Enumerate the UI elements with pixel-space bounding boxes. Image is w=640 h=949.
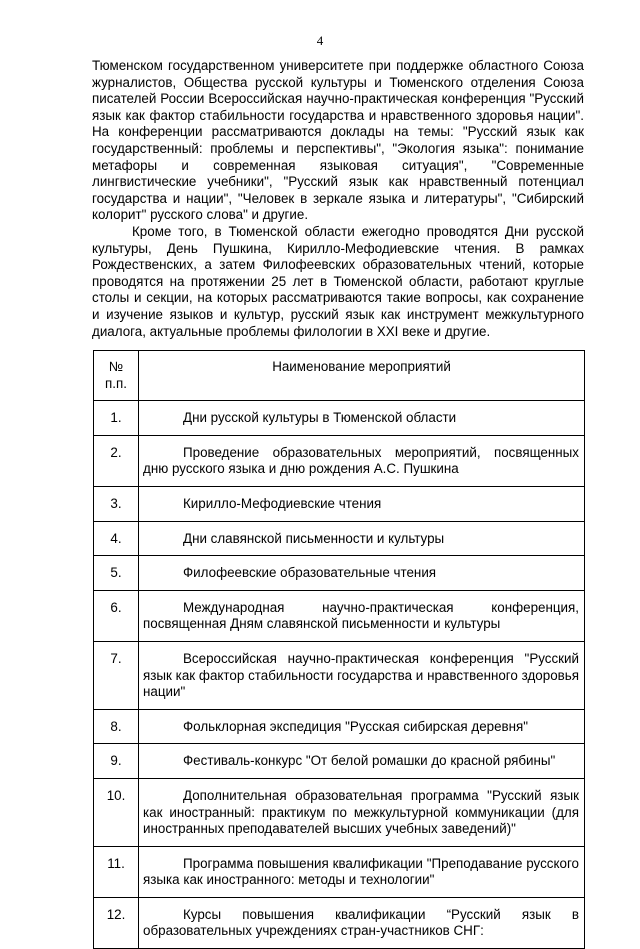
table-row (94, 709, 585, 744)
row-name (139, 897, 585, 948)
row-number: 6. (94, 590, 139, 641)
table-header-row (94, 351, 585, 401)
row-name (139, 846, 585, 897)
row-name (139, 435, 585, 486)
table-row (94, 897, 585, 948)
row-number: 1. (94, 401, 139, 436)
table-row (94, 778, 585, 846)
row-name-text: Программа повышения квалификации "Преподавание русского языка как иностранного: методы и технологии" (143, 855, 579, 888)
row-name-text: Дополнительная образовательная программа "Русский язык как иностранный: практикум по межкультурной коммуникации (для иностранных преподавателей высших учебных заведений)" (143, 787, 579, 837)
row-number: 7. (94, 641, 139, 709)
table-row (94, 641, 585, 709)
row-name (139, 709, 585, 744)
row-number: 12. (94, 897, 139, 948)
row-name-text: Кирилло-Мефодиевские чтения (183, 495, 382, 511)
table-row (94, 435, 585, 486)
table-row (94, 846, 585, 897)
row-name-text: Дни русской культуры в Тюменской области (183, 410, 457, 426)
row-number: 5. (94, 556, 139, 591)
row-name (139, 641, 585, 709)
row-name (139, 486, 585, 521)
row-name (139, 590, 585, 641)
table-row (94, 590, 585, 641)
row-number: 9. (94, 744, 139, 779)
header-num: № п.п. (94, 351, 139, 401)
row-number: 4. (94, 521, 139, 556)
page-number: 4 (316, 33, 324, 48)
table-row (94, 401, 585, 436)
row-number: 8. (94, 709, 139, 744)
row-name-text: Курсы повышения квалификации “Русский язык в образовательных учреждениях стран-участников СНГ: (143, 906, 579, 939)
paragraph: Тюменском государственном университете при поддержке областного Союза журналистов, Общества русской культуры и Тюменского отделения Союза писателей России Всероссийская научно-практическая конференция "Русский язык как фактор стабильности государства и нравственного здоровья нации". На конференции рассматриваются доклады на темы: "Русский язык как государственный: проблемы и перспективы", "Экология языка": понимание метафоры и современная языковая ситуация", "Современные лингвистические учебники", "Русский язык как нравственный потенциал государства и нации", "Человек в зеркале языка и литературы", "Сибирский колорит" русского слова" и другие. (92, 58, 584, 223)
row-name (139, 401, 585, 436)
table-row (94, 744, 585, 779)
row-number: 10. (94, 778, 139, 846)
row-name-text: Проведение образовательных мероприятий, посвященных дню русского языка и дню рождения А.С. Пушкина (143, 444, 579, 477)
body-text (92, 58, 584, 340)
row-name-text: Фольклорная экспедиция "Русская сибирская деревня" (183, 718, 529, 734)
row-name-text: Дни славянской письменности и культуры (183, 530, 445, 546)
row-name-text: Фестиваль-конкурс "От белой ромашки до красной рябины" (183, 753, 556, 769)
row-name-text: Международная научно-практическая конференция, посвященная Дням славянской письменности и культуры (143, 599, 579, 632)
row-name-text: Всероссийская научно-практическая конференция "Русский язык как фактор стабильности государства и нравственного здоровья нации" (143, 650, 579, 700)
table-row (94, 486, 585, 521)
row-name (139, 778, 585, 846)
row-number: 11. (94, 846, 139, 897)
header-name: Наименование мероприятий (139, 351, 585, 401)
row-number: 3. (94, 486, 139, 521)
paragraph: Кроме того, в Тюменской области ежегодно проводятся Дни русской культуры, День Пушкина, Кирилло-Мефодиевские чтения. В рамках Рождественских, а затем Филофеевских образовательных чтений, которые проводятся на протяжении 25 лет в Тюменской области, работают круглые столы и секции, на которых рассматриваются такие вопросы, как сохранение и изучение языков и культур, русский язык как инструмент межкультурного диалога, актуальные проблемы филологии в XXI веке и другие. (92, 223, 584, 339)
row-name (139, 521, 585, 556)
table-row (94, 521, 585, 556)
row-name (139, 556, 585, 591)
row-number: 2. (94, 435, 139, 486)
events-table (93, 350, 585, 949)
row-name-text: Филофеевские образовательные чтения (183, 565, 437, 581)
row-name (139, 744, 585, 779)
table-row (94, 556, 585, 591)
